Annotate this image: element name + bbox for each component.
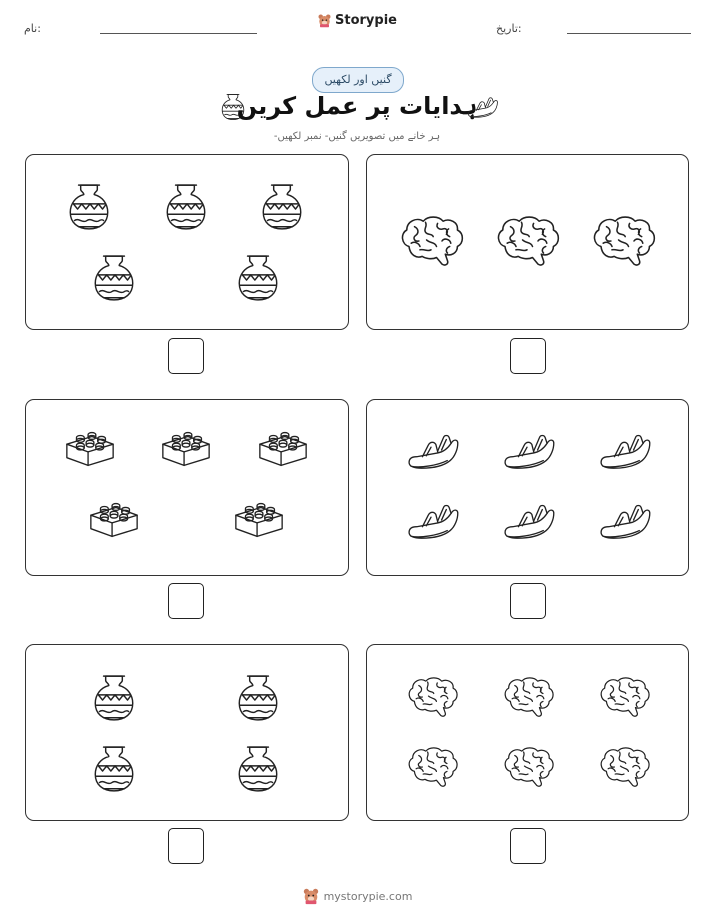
- pot-icon: [93, 252, 135, 304]
- instructions: ہر خانے میں تصویریں گنیں- نمبر لکھیں-: [273, 131, 441, 142]
- sandal-icon: [405, 500, 459, 542]
- brain-icon: [501, 675, 555, 719]
- brand-name: Storypie: [335, 13, 397, 28]
- answer-box-blocks[interactable]: [168, 583, 204, 619]
- brain-icon: [398, 213, 464, 269]
- panel-pots-4: [25, 644, 349, 821]
- date-line[interactable]: [567, 33, 691, 34]
- answer-box-pots-2[interactable]: [168, 828, 204, 864]
- sandal-icon: [405, 430, 459, 472]
- pot-icon: [261, 181, 303, 233]
- brand-logo: [0, 13, 714, 28]
- panel-sandals-6: [366, 399, 689, 576]
- block-icon: [63, 428, 117, 470]
- pot-icon: [237, 743, 279, 795]
- panel-pots-5: [25, 154, 349, 330]
- sandal-icon: [597, 500, 651, 542]
- panel-blocks-5: [25, 399, 349, 576]
- answer-box-sandals[interactable]: [510, 583, 546, 619]
- bear-icon: [302, 887, 320, 905]
- bear-icon: [317, 13, 332, 28]
- answer-box-brains-2[interactable]: [510, 828, 546, 864]
- brain-icon: [590, 213, 656, 269]
- pot-icon: [93, 743, 135, 795]
- sandal-icon: [466, 94, 498, 120]
- sandal-icon: [501, 500, 555, 542]
- name-label: نام:: [24, 22, 41, 35]
- footer-url[interactable]: mystorypie.com: [323, 889, 413, 903]
- pot-icon: [93, 672, 135, 724]
- page-title: ہدایات پر عمل کریں: [236, 92, 478, 120]
- pot-icon: [165, 181, 207, 233]
- date-label: تاریخ:: [496, 22, 522, 35]
- sandal-icon: [597, 430, 651, 472]
- activity-badge: گنیں اور لکھیں: [312, 67, 404, 93]
- brain-icon: [405, 745, 459, 789]
- brain-icon: [405, 675, 459, 719]
- block-icon: [256, 428, 310, 470]
- sandal-icon: [501, 430, 555, 472]
- answer-box-brains[interactable]: [510, 338, 546, 374]
- pot-icon: [237, 252, 279, 304]
- brain-icon: [597, 675, 651, 719]
- brain-icon: [597, 745, 651, 789]
- block-icon: [232, 499, 286, 541]
- panel-brains-6: [366, 644, 689, 821]
- brain-icon: [501, 745, 555, 789]
- name-line[interactable]: [100, 33, 257, 34]
- pot-icon: [237, 672, 279, 724]
- block-icon: [87, 499, 141, 541]
- pot-icon: [68, 181, 110, 233]
- brain-icon: [494, 213, 560, 269]
- answer-box-pots[interactable]: [168, 338, 204, 374]
- panel-brains-3: [366, 154, 689, 330]
- footer: [0, 887, 714, 905]
- block-icon: [159, 428, 213, 470]
